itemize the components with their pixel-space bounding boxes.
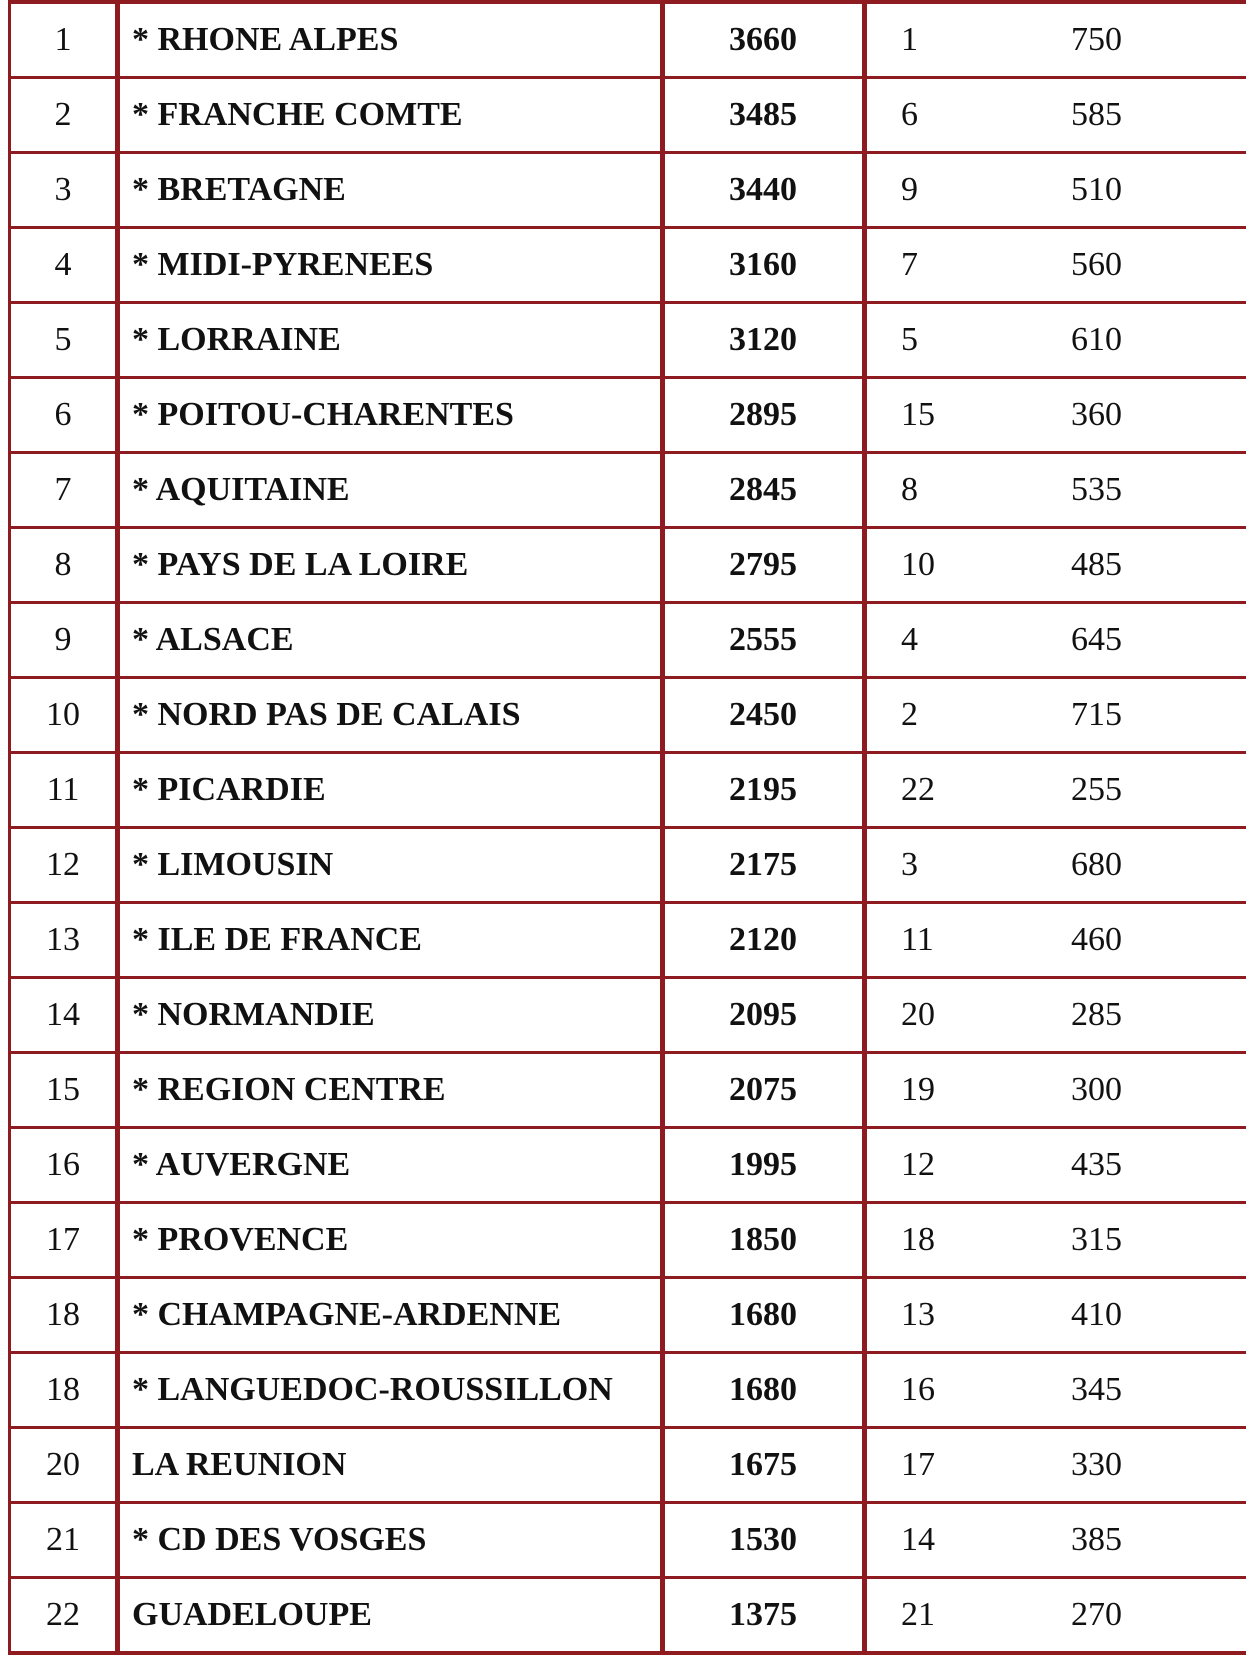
sub-ranking-cell (865, 903, 1246, 978)
rank-cell: 17 (10, 1203, 118, 1278)
rank-cell: 5 (10, 303, 118, 378)
table-row (10, 528, 1246, 603)
rank-cell: 22 (10, 1578, 118, 1654)
rank-cell: 6 (10, 378, 118, 453)
sub-rank-value: 15 (901, 396, 935, 433)
table-row (10, 1353, 1246, 1428)
sub-score-value: 345 (1071, 1371, 1122, 1408)
sub-rank-value: 16 (901, 1371, 935, 1408)
points-cell: 2120 (663, 903, 865, 978)
sub-ranking-cell (865, 78, 1246, 153)
sub-score-value: 410 (1071, 1296, 1122, 1333)
rank-cell: 2 (10, 78, 118, 153)
sub-rank-value: 7 (901, 246, 918, 283)
rank-cell: 18 (10, 1278, 118, 1353)
region-name-cell: * PROVENCE (118, 1203, 663, 1278)
sub-rank-value: 17 (901, 1446, 935, 1483)
sub-ranking-cell (865, 1428, 1246, 1503)
sub-ranking-cell (865, 1278, 1246, 1353)
rank-cell: 21 (10, 1503, 118, 1578)
table-row (10, 1053, 1246, 1128)
table-row (10, 453, 1246, 528)
table-row (10, 1278, 1246, 1353)
table-row (10, 228, 1246, 303)
points-cell: 3660 (663, 2, 865, 78)
sub-ranking-cell (865, 1128, 1246, 1203)
rank-cell: 20 (10, 1428, 118, 1503)
points-cell: 1995 (663, 1128, 865, 1203)
table-row (10, 1128, 1246, 1203)
rank-cell: 13 (10, 903, 118, 978)
table-row (10, 1578, 1246, 1654)
points-cell: 1675 (663, 1428, 865, 1503)
region-name-cell: * RHONE ALPES (118, 2, 663, 78)
sub-score-value: 535 (1071, 471, 1122, 508)
sub-ranking-cell (865, 528, 1246, 603)
sub-ranking-cell (865, 1503, 1246, 1578)
sub-rank-value: 8 (901, 471, 918, 508)
points-cell: 2175 (663, 828, 865, 903)
rank-cell: 12 (10, 828, 118, 903)
sub-score-value: 610 (1071, 321, 1122, 358)
region-name-cell: * CHAMPAGNE-ARDENNE (118, 1278, 663, 1353)
points-cell: 3440 (663, 153, 865, 228)
sub-score-value: 585 (1071, 96, 1122, 133)
sub-rank-value: 12 (901, 1146, 935, 1183)
points-cell: 1850 (663, 1203, 865, 1278)
points-cell: 1680 (663, 1278, 865, 1353)
sub-rank-value: 14 (901, 1521, 935, 1558)
region-name-cell: * LORRAINE (118, 303, 663, 378)
sub-ranking-cell (865, 378, 1246, 453)
sub-ranking-cell (865, 1053, 1246, 1128)
sub-ranking-cell (865, 1578, 1246, 1654)
sub-score-value: 385 (1071, 1521, 1122, 1558)
table-row (10, 978, 1246, 1053)
table-row (10, 903, 1246, 978)
region-name-cell: * CD DES VOSGES (118, 1503, 663, 1578)
table-row (10, 1428, 1246, 1503)
region-name-cell: GUADELOUPE (118, 1578, 663, 1654)
sub-rank-value: 1 (901, 21, 918, 58)
sub-rank-value: 5 (901, 321, 918, 358)
rank-cell: 10 (10, 678, 118, 753)
sub-rank-value: 10 (901, 546, 935, 583)
rank-cell: 1 (10, 2, 118, 78)
region-name-cell: * NORD PAS DE CALAIS (118, 678, 663, 753)
rank-cell: 7 (10, 453, 118, 528)
sub-rank-value: 3 (901, 846, 918, 883)
rank-cell: 8 (10, 528, 118, 603)
points-cell: 2795 (663, 528, 865, 603)
sub-rank-value: 6 (901, 96, 918, 133)
region-name-cell: * LIMOUSIN (118, 828, 663, 903)
table-row (10, 78, 1246, 153)
sub-ranking-cell (865, 303, 1246, 378)
points-cell: 3160 (663, 228, 865, 303)
points-cell: 3485 (663, 78, 865, 153)
sub-rank-value: 2 (901, 696, 918, 733)
table-row (10, 678, 1246, 753)
sub-score-value: 510 (1071, 171, 1122, 208)
rank-cell: 4 (10, 228, 118, 303)
sub-score-value: 680 (1071, 846, 1122, 883)
sub-ranking-cell (865, 228, 1246, 303)
table-row (10, 828, 1246, 903)
sub-ranking-cell (865, 753, 1246, 828)
sub-score-value: 750 (1071, 21, 1122, 58)
sub-ranking-cell (865, 678, 1246, 753)
sub-score-value: 560 (1071, 246, 1122, 283)
points-cell: 1375 (663, 1578, 865, 1654)
points-cell: 3120 (663, 303, 865, 378)
region-name-cell: * ALSACE (118, 603, 663, 678)
rank-cell: 14 (10, 978, 118, 1053)
sub-score-value: 315 (1071, 1221, 1122, 1258)
region-name-cell: * LANGUEDOC-ROUSSILLON (118, 1353, 663, 1428)
sub-rank-value: 22 (901, 771, 935, 808)
sub-rank-value: 4 (901, 621, 918, 658)
sub-score-value: 360 (1071, 396, 1122, 433)
sub-score-value: 485 (1071, 546, 1122, 583)
points-cell: 1680 (663, 1353, 865, 1428)
sub-score-value: 645 (1071, 621, 1122, 658)
table-row (10, 603, 1246, 678)
rank-cell: 3 (10, 153, 118, 228)
region-name-cell: * PICARDIE (118, 753, 663, 828)
table-row (10, 1203, 1246, 1278)
sub-rank-value: 11 (901, 921, 934, 958)
table-row (10, 1503, 1246, 1578)
table-row (10, 303, 1246, 378)
region-name-cell: * PAYS DE LA LOIRE (118, 528, 663, 603)
ranking-table (8, 0, 1246, 1655)
sub-rank-value: 19 (901, 1071, 935, 1108)
table-row (10, 153, 1246, 228)
sub-ranking-cell (865, 1203, 1246, 1278)
sub-ranking-cell (865, 603, 1246, 678)
rank-cell: 11 (10, 753, 118, 828)
sub-rank-value: 21 (901, 1596, 935, 1633)
sub-rank-value: 9 (901, 171, 918, 208)
sub-ranking-cell (865, 828, 1246, 903)
sub-ranking-cell (865, 2, 1246, 78)
points-cell: 2195 (663, 753, 865, 828)
region-name-cell: LA REUNION (118, 1428, 663, 1503)
points-cell: 1530 (663, 1503, 865, 1578)
points-cell: 2095 (663, 978, 865, 1053)
sub-ranking-cell (865, 453, 1246, 528)
sub-score-value: 300 (1071, 1071, 1122, 1108)
sub-ranking-cell (865, 978, 1246, 1053)
sub-rank-value: 20 (901, 996, 935, 1033)
rank-cell: 16 (10, 1128, 118, 1203)
sub-rank-value: 13 (901, 1296, 935, 1333)
sub-score-value: 255 (1071, 771, 1122, 808)
points-cell: 2450 (663, 678, 865, 753)
ranking-table-body (10, 2, 1246, 1653)
sub-score-value: 285 (1071, 996, 1122, 1033)
region-name-cell: * NORMANDIE (118, 978, 663, 1053)
points-cell: 2845 (663, 453, 865, 528)
region-name-cell: * REGION CENTRE (118, 1053, 663, 1128)
sub-score-value: 460 (1071, 921, 1122, 958)
table-row (10, 753, 1246, 828)
points-cell: 2555 (663, 603, 865, 678)
region-name-cell: * POITOU-CHARENTES (118, 378, 663, 453)
table-row (10, 2, 1246, 78)
rank-cell: 15 (10, 1053, 118, 1128)
region-name-cell: * FRANCHE COMTE (118, 78, 663, 153)
table-row (10, 378, 1246, 453)
rank-cell: 9 (10, 603, 118, 678)
sub-score-value: 435 (1071, 1146, 1122, 1183)
sub-ranking-cell (865, 153, 1246, 228)
points-cell: 2075 (663, 1053, 865, 1128)
sub-score-value: 715 (1071, 696, 1122, 733)
region-name-cell: * BRETAGNE (118, 153, 663, 228)
sub-rank-value: 18 (901, 1221, 935, 1258)
region-name-cell: * ILE DE FRANCE (118, 903, 663, 978)
points-cell: 2895 (663, 378, 865, 453)
region-name-cell: * MIDI-PYRENEES (118, 228, 663, 303)
region-name-cell: * AUVERGNE (118, 1128, 663, 1203)
region-name-cell: * AQUITAINE (118, 453, 663, 528)
sub-score-value: 270 (1071, 1596, 1122, 1633)
sub-score-value: 330 (1071, 1446, 1122, 1483)
sub-ranking-cell (865, 1353, 1246, 1428)
rank-cell: 18 (10, 1353, 118, 1428)
